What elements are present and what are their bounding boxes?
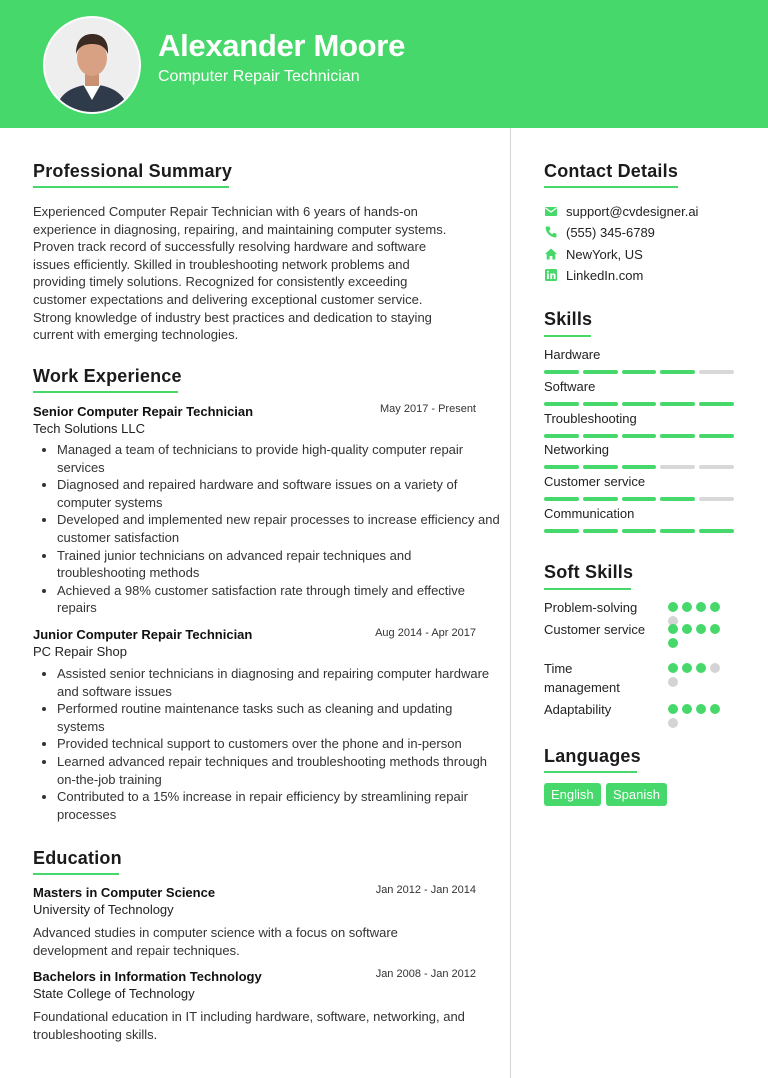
skill-level-segment [583, 434, 618, 438]
skill-level-bar [544, 402, 734, 406]
phone-text: (555) 345-6789 [566, 224, 655, 240]
rating-dot [668, 718, 678, 728]
school-name: State College of Technology [33, 986, 195, 1001]
rating-dot [668, 638, 678, 648]
list-item: • Provided technical support to customers over the phone and in-person [57, 735, 501, 753]
profile-photo [45, 18, 139, 112]
job-dates: May 2017 - Present [380, 403, 476, 415]
home-icon [544, 247, 558, 261]
skill-level-segment [622, 497, 657, 501]
skill-level-segment [583, 497, 618, 501]
linkedin-text: LinkedIn.com [566, 267, 644, 283]
job-role: Computer Repair Technician [158, 68, 360, 85]
skill-level-segment [699, 370, 734, 374]
list-item: • Contributed to a 15% increase in repair efficiency by streamlining repair processes [57, 788, 501, 823]
skill-level-bar [544, 434, 734, 438]
skill-label: Networking [544, 442, 610, 457]
soft-skill-rating [668, 704, 724, 728]
skills-heading: Skills [544, 309, 593, 329]
description-line: development and repair techniques. [33, 942, 240, 958]
soft-skill-label: Customer service [544, 622, 646, 637]
skill-label: Troubleshooting [544, 411, 637, 426]
skill-level-segment [660, 529, 695, 533]
skill-level-segment [660, 402, 695, 406]
rating-dot [668, 677, 678, 687]
skill-level-bar [544, 497, 734, 501]
education-heading: Education [33, 848, 122, 868]
contact-underline [544, 186, 678, 188]
summary-text [33, 203, 446, 344]
skill-level-segment [544, 529, 579, 533]
skill-label: Hardware [544, 347, 601, 362]
contact-phone[interactable] [544, 223, 655, 241]
skill-level-segment [622, 529, 657, 533]
job-dates: Aug 2014 - Apr 2017 [375, 627, 476, 639]
skill-level-segment [544, 465, 579, 469]
rating-dot [668, 624, 678, 634]
soft-skills-underline [544, 588, 631, 590]
summary-line: providing timely solutions. Recognized for consistently exceeding [33, 274, 408, 290]
skill-level-segment [699, 465, 734, 469]
column-divider [510, 128, 511, 1078]
language-tag-english: English [544, 783, 601, 806]
list-item: • Managed a team of technicians to provide high-quality computer repair services [57, 441, 501, 476]
rating-dot [696, 663, 706, 673]
skill-level-segment [622, 402, 657, 406]
rating-dot [710, 602, 720, 612]
education-underline [33, 873, 119, 875]
skill-level-segment [699, 529, 734, 533]
skill-level-segment [583, 402, 618, 406]
skill-level-segment [544, 370, 579, 374]
skill-level-segment [699, 497, 734, 501]
summary-line: customer expectations and delivering exceptional customer service. [33, 291, 423, 307]
job-title: Senior Computer Repair Technician [33, 404, 254, 419]
avatar [43, 16, 141, 114]
degree-description [33, 1008, 465, 1043]
skill-level-segment [699, 402, 734, 406]
skill-level-segment [544, 434, 579, 438]
summary-line: Experienced Computer Repair Technician with 6 years of hands-on [33, 204, 418, 219]
summary-line: experience in diagnosing, repairing, and maintaining computer systems. [33, 221, 447, 237]
rating-dot [696, 624, 706, 634]
summary-line: Proven track record of successfully resolving hardware and software [33, 239, 427, 255]
job-title: Junior Computer Repair Technician [33, 627, 253, 642]
email-text: support@cvdesigner.ai [566, 203, 699, 219]
description-line: Foundational education in IT including hardware, software, networking, and [33, 1009, 465, 1024]
skill-level-bar [544, 465, 734, 469]
skill-level-segment [660, 497, 695, 501]
skill-level-segment [583, 370, 618, 374]
job-company: PC Repair Shop [33, 644, 127, 659]
soft-skill-label: Time management [544, 661, 620, 695]
candidate-name: Alexander Moore [158, 28, 406, 63]
job-company: Tech Solutions LLC [33, 421, 146, 436]
job-bullets [33, 441, 501, 617]
contact-linkedin[interactable] [544, 266, 643, 284]
location-text: NewYork, US [566, 246, 643, 262]
skill-level-segment [660, 370, 695, 374]
skills-underline [544, 335, 591, 337]
degree-title: Bachelors in Information Technology [33, 969, 262, 984]
list-item: • Diagnosed and repaired hardware and software issues on a variety of computer systems [57, 476, 501, 511]
linkedin-icon [544, 268, 558, 282]
soft-skill-label: Adaptability [544, 702, 612, 717]
skill-label: Communication [544, 506, 635, 521]
skill-level-segment [622, 465, 657, 469]
skill-label: Software [544, 379, 596, 394]
rating-dot [668, 663, 678, 673]
skill-level-segment [583, 465, 618, 469]
list-item: • Performed routine maintenance tasks such as cleaning and updating systems [57, 700, 501, 735]
rating-dot [710, 663, 720, 673]
rating-dot [710, 624, 720, 634]
summary-line: current with emerging technologies. [33, 327, 239, 343]
degree-dates: Jan 2008 - Jan 2012 [375, 968, 476, 980]
skill-level-segment [622, 370, 657, 374]
rating-dot [682, 624, 692, 634]
rating-dot [710, 704, 720, 714]
list-item: • Achieved a 98% customer satisfaction rate through timely and effective repairs [57, 582, 501, 617]
description-line: troubleshooting skills. [33, 1026, 158, 1042]
description-line: Advanced studies in computer science with a focus on software [33, 925, 398, 940]
soft-skill-label: Problem-solving [544, 600, 638, 615]
work-heading: Work Experience [33, 366, 182, 386]
list-item: • Developed and implemented new repair processes to increase efficiency and customer satisfaction [57, 511, 501, 546]
summary-heading: Professional Summary [33, 161, 233, 181]
summary-line: Strong knowledge of industry best practices and dedication to staying [33, 309, 432, 325]
rating-dot [696, 602, 706, 612]
degree-dates: Jan 2012 - Jan 2014 [375, 884, 476, 896]
skill-label: Customer service [544, 474, 646, 489]
skill-level-segment [660, 434, 695, 438]
skill-level-segment [583, 529, 618, 533]
language-tag-spanish: Spanish [606, 783, 667, 806]
contact-email[interactable] [544, 202, 698, 220]
contact-location [544, 245, 643, 263]
rating-dot [696, 704, 706, 714]
skill-level-segment [544, 497, 579, 501]
summary-underline [33, 186, 229, 188]
list-item: • Assisted senior technicians in diagnosing and repairing computer hardware and software issues [57, 665, 501, 700]
soft-skills-heading: Soft Skills [544, 562, 634, 582]
skill-level-bar [544, 529, 734, 533]
rating-dot [682, 663, 692, 673]
contact-heading: Contact Details [544, 161, 679, 181]
languages-underline [544, 771, 637, 773]
soft-skill-rating [668, 663, 724, 687]
phone-icon [544, 225, 558, 239]
rating-dot [682, 602, 692, 612]
email-icon [544, 204, 558, 218]
soft-skill-rating [668, 624, 724, 648]
skill-level-bar [544, 370, 734, 374]
languages-heading: Languages [544, 746, 641, 766]
degree-title: Masters in Computer Science [33, 885, 216, 900]
skill-level-segment [660, 465, 695, 469]
list-item: • Trained junior technicians on advanced repair techniques and troubleshooting methods [57, 547, 501, 582]
rating-dot [682, 704, 692, 714]
school-name: University of Technology [33, 902, 174, 917]
skill-level-segment [544, 402, 579, 406]
list-item: • Learned advanced repair techniques and troubleshooting methods through on-the-job training [57, 753, 501, 788]
skill-level-segment [622, 434, 657, 438]
work-underline [33, 391, 178, 393]
job-bullets [33, 665, 501, 823]
rating-dot [668, 602, 678, 612]
skill-level-segment [699, 434, 734, 438]
rating-dot [668, 704, 678, 714]
summary-line: issues efficiently. Skilled in troubleshooting network problems and [33, 256, 410, 272]
header-banner [0, 0, 768, 128]
degree-description [33, 924, 398, 959]
soft-skill-rating [668, 602, 724, 626]
